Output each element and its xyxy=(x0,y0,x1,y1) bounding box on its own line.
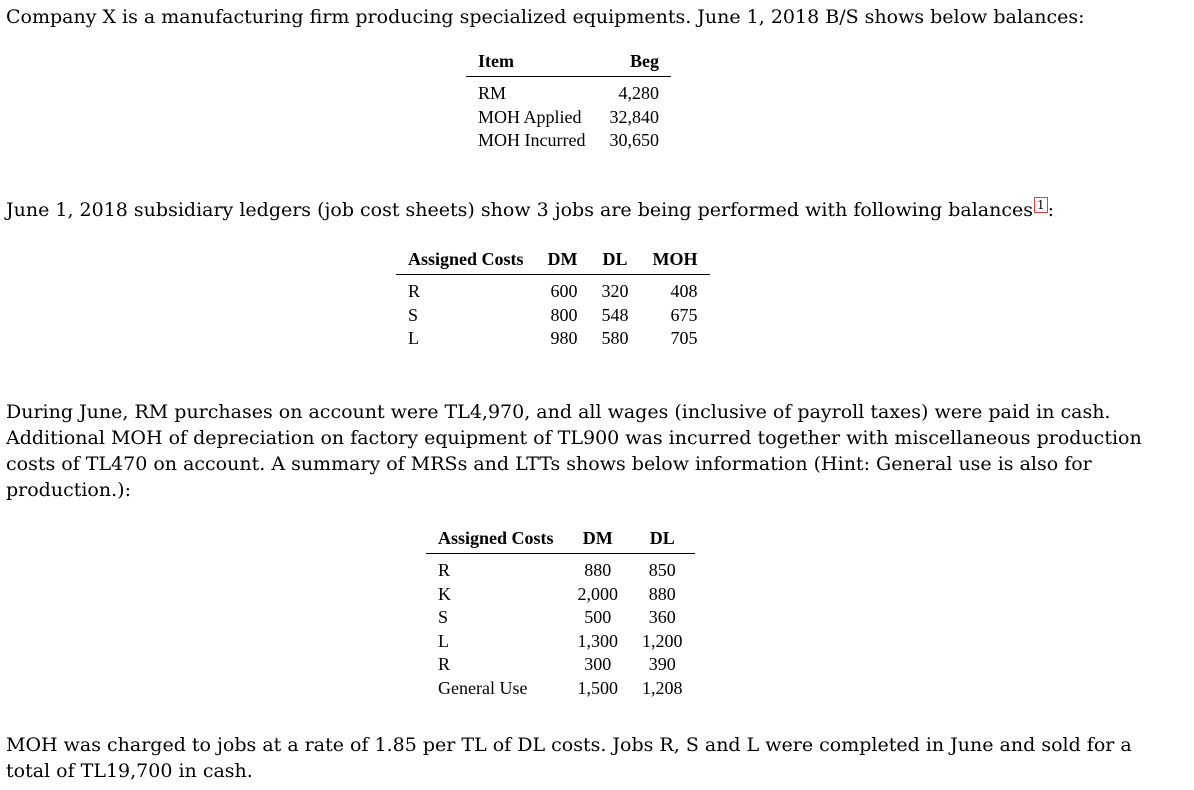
table-header-row xyxy=(466,50,671,77)
final-paragraph xyxy=(6,732,1132,784)
paragraph-line: Additional MOH of depreciation on factory equipment of TL900 was incurred together with miscellaneous production xyxy=(6,427,1142,449)
footnote-link[interactable]: 1 xyxy=(1034,197,1048,213)
table-cell: 800 xyxy=(550,304,578,325)
balance-sheet-table xyxy=(466,50,671,153)
table-row xyxy=(466,106,671,130)
column-header: DL xyxy=(590,248,641,275)
table-cell: 30,650 xyxy=(609,130,659,150)
column-header: Item xyxy=(466,50,597,77)
column-header: DM xyxy=(536,248,590,275)
table-row xyxy=(466,129,671,153)
june-paragraph xyxy=(6,399,1142,503)
table-cell: 1,208 xyxy=(642,677,683,698)
table-header-row xyxy=(426,527,695,554)
table-cell: 1,500 xyxy=(577,677,619,698)
table-cell: 580 xyxy=(601,328,629,348)
table-cell: 32,840 xyxy=(609,106,659,127)
table-header-row xyxy=(396,248,710,275)
paragraph-line: During June, RM purchases on account were TL4,970, and all wages (inclusive of payroll taxes) were paid in cash. xyxy=(6,401,1111,423)
table-cell: R xyxy=(438,654,451,674)
table-cell: 705 xyxy=(670,328,698,348)
table-row xyxy=(396,304,710,328)
table-row xyxy=(466,77,671,106)
column-header: DM xyxy=(566,527,631,554)
table-cell: 360 xyxy=(648,607,676,627)
table-cell: 2,000 xyxy=(577,583,619,604)
table-cell: S xyxy=(438,607,449,627)
table-cell: 600 xyxy=(550,281,578,301)
table-cell: 980 xyxy=(550,328,578,348)
table-cell: R xyxy=(438,560,451,580)
paragraph-line: production.): xyxy=(6,479,131,501)
table-cell: MOH Incurred xyxy=(478,130,586,150)
table-row xyxy=(426,653,695,677)
paragraph-line: costs of TL470 on account. A summary of MRSs and LTTs shows below information (Hint: General use is also for xyxy=(6,453,1092,475)
table-cell: 408 xyxy=(670,281,698,301)
table-cell: 1,300 xyxy=(577,630,619,651)
table-cell: R xyxy=(408,281,421,301)
ledger-text-end: : xyxy=(1047,199,1055,221)
table-cell: 500 xyxy=(584,607,612,627)
table-cell: K xyxy=(438,583,451,604)
table-row xyxy=(396,327,710,351)
paragraph-line: total of TL19,700 in cash. xyxy=(6,760,253,782)
table-cell: L xyxy=(438,630,449,651)
intro-paragraph: Company X is a manufacturing firm producing specialized equipments. June 1, 2018 B/S shows below balances: xyxy=(6,6,1085,28)
table-cell: General Use xyxy=(438,677,528,698)
column-header: DL xyxy=(630,527,695,554)
table-cell: 880 xyxy=(648,583,676,604)
job-cost-table xyxy=(396,248,710,351)
table-cell: 300 xyxy=(584,654,612,674)
table-row xyxy=(426,583,695,607)
paragraph-line: MOH was charged to jobs at a rate of 1.85 per TL of DL costs. Jobs R, S and L were completed in June and sold for a xyxy=(6,734,1132,756)
table-cell: 390 xyxy=(648,654,676,674)
table-row xyxy=(426,606,695,630)
table-cell: MOH Applied xyxy=(478,106,582,127)
table-cell: 850 xyxy=(648,560,676,580)
table-cell: RM xyxy=(478,83,507,103)
table-row xyxy=(426,554,695,583)
table-row xyxy=(426,677,695,701)
column-header: MOH xyxy=(641,248,710,275)
table-cell: 320 xyxy=(601,281,629,301)
table-row xyxy=(426,630,695,654)
table-cell: 880 xyxy=(584,560,612,580)
ledger-paragraph xyxy=(6,197,1054,223)
column-header: Assigned Costs xyxy=(396,248,536,275)
column-header: Assigned Costs xyxy=(426,527,566,554)
table-cell: 1,200 xyxy=(642,630,683,651)
table-cell: 548 xyxy=(601,304,629,325)
mrs-ltt-table xyxy=(426,527,695,700)
table-cell: L xyxy=(408,328,419,348)
column-header: Beg xyxy=(597,50,671,77)
ledger-text: June 1, 2018 subsidiary ledgers (job cost sheets) show 3 jobs are being performed with following balances xyxy=(6,199,1033,221)
table-cell: S xyxy=(408,304,419,325)
table-row xyxy=(396,275,710,304)
table-cell: 4,280 xyxy=(618,83,659,103)
table-cell: 675 xyxy=(670,304,698,325)
